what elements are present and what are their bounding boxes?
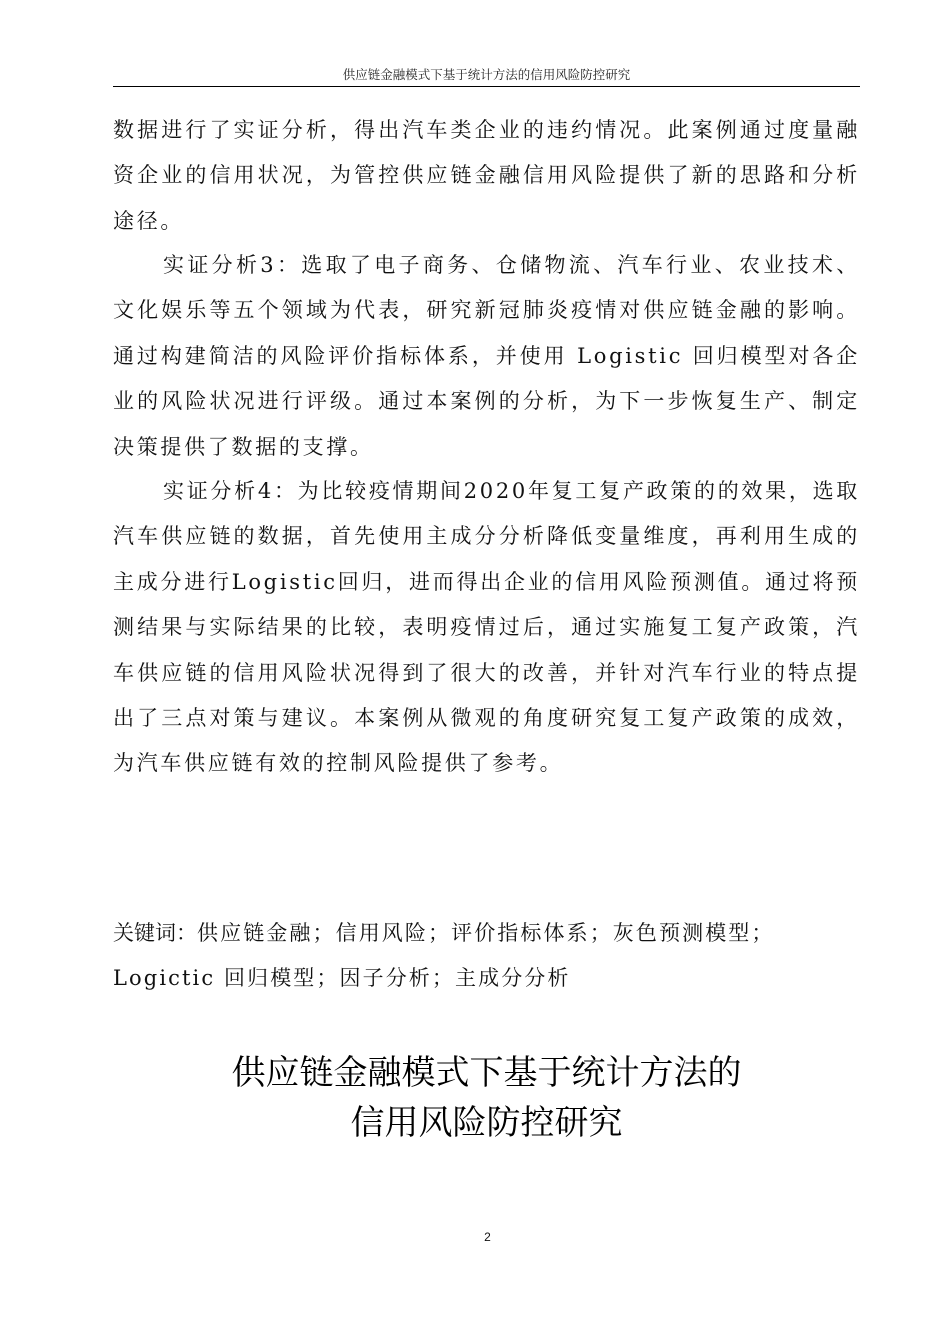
keywords-list: 供应链金融；信用风险；评价指标体系；灰色预测模型；Logictic 回归模型；因子分析；主成分分析 bbox=[113, 921, 775, 991]
header-divider bbox=[113, 86, 860, 87]
body-paragraph-1: 数据进行了实证分析，得出汽车类企业的违约情况。此案例通过度量融资企业的信用状况，为管控供应链金融信用风险提供了新的思路和分析途径。 bbox=[113, 118, 860, 233]
body-paragraph-2: 实证分析3：选取了电子商务、仓储物流、汽车行业、农业技术、文化娱乐等五个领域为代表，研究新冠肺炎疫情对供应链金融的影响。通过构建简洁的风险评价指标体系，并使用 Logistic 回归模型对各企业的风险状况进行评级。通过本案例的分析，为下一步恢复生产、制定决策提供了数据的支撑。 bbox=[113, 253, 860, 459]
body-paragraph-3: 实证分析4：为比较疫情期间2020年复工复产政策的的效果，选取汽车供应链的数据，首先使用主成分分析降低变量维度，再利用生成的主成分进行Logistic回归，进而得出企业的信用风险预测值。通过将预测结果与实际结果的比较，表明疫情过后，通过实施复工复产政策，汽车供应链的信用风险状况得到了很大的改善，并针对汽车行业的特点提出了三点对策与建议。本案例从微观的角度研究复工复产政策的成效，为汽车供应链有效的控制风险提供了参考。 bbox=[113, 479, 860, 776]
running-header: 供应链金融模式下基于统计方法的信用风险防控研究 bbox=[342, 67, 631, 82]
page-number: 2 bbox=[484, 1230, 491, 1244]
title-line-1: 供应链金融模式下基于统计方法的 bbox=[231, 1053, 742, 1093]
title-line-2: 信用风险防控研究 bbox=[350, 1103, 623, 1143]
document-title bbox=[113, 1048, 860, 1148]
keywords-section bbox=[113, 911, 863, 1002]
keywords-label: 关键词： bbox=[113, 921, 197, 945]
